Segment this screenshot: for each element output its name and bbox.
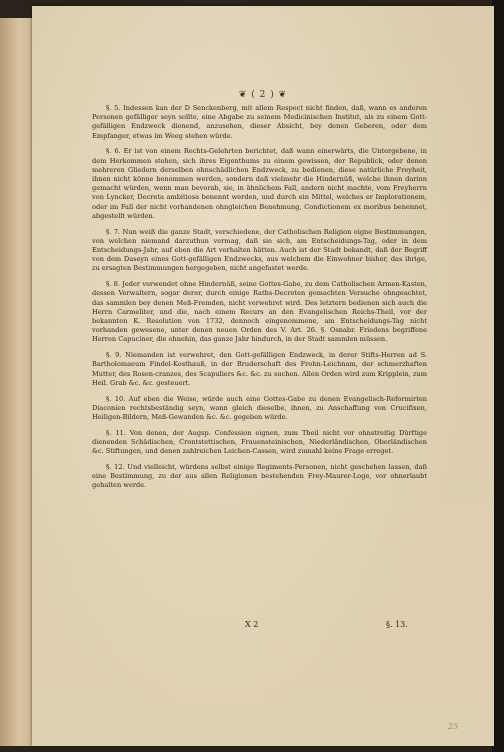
signature-mark: X 2 <box>245 620 259 629</box>
paragraph-9: §. 9. Niemanden ist verwehret, den Gott-gefälligen Endzweck, in derer Stifts-Herren ad S. Bartholomaeum Findel-Kosthauß, in der Bruderschaft des Frohn-Leichnam, der schmerzhaften Mutter, des Rosen-cranzes, des Scapuliers &c. &c. zu suchen. Allen Orden wird zum Kripplein, zum Heil. Grab &c. &c. gesteuert. <box>92 351 427 387</box>
page-header-ornament: ❦ ( 2 ) ❦ <box>238 90 288 100</box>
adjacent-page-edge <box>0 18 35 746</box>
paragraph-12: §. 12. Und vielleicht, würdens selbst einige Regiments-Personen, nicht geschehen lassen, daß eine Bestimmung, zu der aus allen Religionen bestehenden Frey-Maurer-Loge, vor ohnerlaubt gehalten werde. <box>92 463 427 490</box>
paragraph-11: §. 11. Von denen, der Augsp. Confession eignen, zum Theil nicht vor ohnstreitig Dürftige dienenden Schädischen, Crontstettischen, Frauensteinischen, Niederländischen, Oberländischen &c. Stiftungen, und denen zahlreichen Leichen-Cassen, wird zumahl keine Frage erreget. <box>92 428 427 456</box>
paragraph-5: §. 5. Indessen kan der D Senckenberg, mit allem Respect nicht finden, daß, wann es anderen Personen gefälliger seyn sollte, eine Abgabe zu seinem Medicinischen Institut, als zu einem Gott-gefälligen Endzweck dienend, anzusehen, dieser Absicht, bey denen Geberen, oder dem Empfanger, etwas im Weeg stehen würde. <box>92 104 427 140</box>
document-page <box>32 6 494 746</box>
paragraph-8: §. 8. Jeder verwendet ohne Hindernüß, seine Gottes-Gabe, zu dem Catholischen Armen-Kasten, dessen Verwaltern, sogar derer, durch einige Raths-Decreten gemachten Versuche ohngeachtet, das sammlen bey denen Meß-Fremden, nicht verwehret wird. Des letztern bedienen sich auch die Herrn Carmeliter, und die, nach einem Recurs an den Evangelischen Reichs-Theil, vor der bekannten K. Resolution von 1732, dennoch eingenommene, am Entscheidungs-Tag nicht vorhanden gewesene, unter denen neuen Orden des V. Art. 26. §. Osnabr. Friedens begriffene Herren Capuciner, die ohnehin, das ganze Jahr hindurch, in der Stadt sammlen müssen. <box>92 280 427 344</box>
pencil-page-note: 25 <box>448 722 459 731</box>
paragraph-10: §. 10. Auf eben die Weise, würde auch eine Gottes-Gabe zu denen Evangelisch-Reformirten Diaconien rechtsbeständig seyn, wann gleich dieselbe, ihnen, zu Anschaffung von Crucifixen, Heiligen-Bildern, Meß-Gewanden &c. &c. gegeben würde. <box>92 394 427 422</box>
body-text <box>92 104 427 497</box>
paragraph-7: §. 7. Nun weiß die ganze Stadt, verschiedene, der Catholischen Religion eigne Bestimmungen, von welchen niemand darzuthun vermag, daß sie sich, am Entscheidungs-Tag, oder in dem Entscheidungs-Jahr, auf eben die Art verhalten hätten. Auch ist der Stadt bekandt, daß der Begriff von dem Daseyn eines Gott-gefälligen Endzwecks, aus welchem die Einwohner bisher, das ihrige, zu ersagten Bestimmungen hergegeben, nicht angefastet werde. <box>92 227 427 273</box>
catchword: §. 13. <box>386 620 408 629</box>
paragraph-6: §. 6. Er ist von einem Rechts-Gelehrten berichtet, daß wann einerwärts, die Untergebene, in dem Herkommen stehen, sich ihres Eigenthums zu einem gewissen, der Republick, oder denen mehreren Gliedern derselben ohnschädlichen Endzweck, zu bedienen, diese natürliche Freyheit, ihnen nicht könne benommen werden, sondern daß vielmehr die Hindernüß, welche ihnen darinn gemacht würden, wenn man bevorab, sie, in ähnlichem Fall, andern nicht machte, vom Freyherrn von Lyncker, Decreta ambitiosa benennt werden, und durch ein Mittel, welches er Implorationem, oder im Fall der nicht vorhandenen ohngleichen Benehmung, Condictionem ex moribus benennet, abgestellt würden. <box>92 147 427 220</box>
